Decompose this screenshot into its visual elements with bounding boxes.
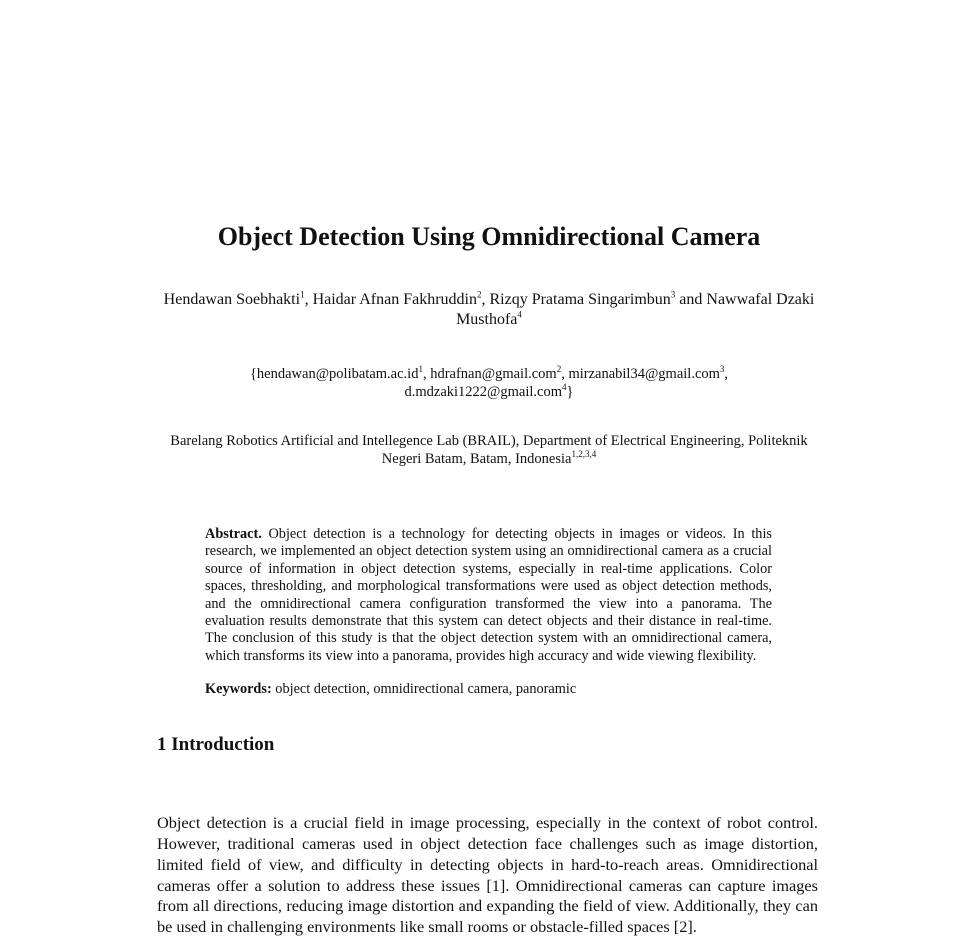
email-address: hendawan@polibatam.ac.id xyxy=(256,366,419,382)
email-affiliation-mark: 2 xyxy=(556,364,562,375)
abstract-label: Abstract. xyxy=(205,526,262,542)
abstract xyxy=(205,526,772,665)
author-separator: , xyxy=(481,291,490,308)
keywords-text: object detection, omnidirectional camera, panoramic xyxy=(275,681,577,697)
email-separator: , xyxy=(561,366,569,382)
email-address: mirzanabil34@gmail.com xyxy=(568,366,720,382)
abstract-text: Object detection is a technology for detecting objects in images or videos. In this research, we implemented an object detection system using an omnidirectional camera as a crucial source of information in object detection systems, especially in real-time applications. Color spaces, thresholding, and morphological transformations were used as object detection methods, and the omnidirectional camera configuration transformed the view into a panorama. The evaluation results demonstrate that this system can detect objects and their distance in real-time. The conclusion of this study is that the object detection system with an omnidirectional camera, which transforms its view into a panorama, provides high accuracy and wide viewing flexibility. xyxy=(205,526,772,664)
author-separator: , xyxy=(304,291,313,308)
keywords xyxy=(205,681,772,698)
author-name: Nawwafal Dzaki Musthofa xyxy=(456,291,815,328)
affiliation-text: Barelang Robotics Artificial and Intellegence Lab (BRAIL), Department of Electrical Engineering, Politeknik Negeri Batam, Batam, Indonesia xyxy=(170,433,808,467)
email-address: hdrafnan@gmail.com xyxy=(430,366,557,382)
author-list xyxy=(150,290,828,330)
email-address: d.mdzaki1222@gmail.com xyxy=(404,384,563,400)
author-name: Hendawan Soebhakti xyxy=(163,291,301,308)
section-heading: 1 Introduction xyxy=(157,734,275,755)
author-affiliation-mark: 2 xyxy=(476,289,482,300)
affiliation-mark: 1,2,3,4 xyxy=(571,448,597,459)
email-separator: , xyxy=(724,366,729,382)
email-affiliation-mark: 3 xyxy=(719,364,725,375)
paper-title: Object Detection Using Omnidirectional Camera xyxy=(217,222,761,251)
author-name: Haidar Afnan Fakhruddin xyxy=(312,291,477,308)
section-paragraph: Object detection is a crucial field in image processing, especially in the context of robot control. However, traditional cameras used in object detection face challenges such as image distortion, limited field of view, and difficulty in detecting objects in hard-to-reach areas. Omnidirectional cameras offer a solution to address these issues [1]. Omnidirectional cameras can capture images from all directions, reducing image distortion and expanding the field of view. Additionally, they can be used in challenging environments like small rooms or obstacle-filled spaces [2]. xyxy=(157,813,818,937)
email-brace-close: } xyxy=(566,384,574,400)
email-separator: , xyxy=(422,366,431,382)
keywords-label: Keywords: xyxy=(205,681,272,697)
email-list xyxy=(150,365,828,401)
author-affiliation-mark: 3 xyxy=(670,289,676,300)
author-affiliation-mark: 1 xyxy=(300,289,305,300)
author-name: Rizqy Pratama Singarimbun xyxy=(489,291,671,308)
author-affiliation-mark: 4 xyxy=(517,309,522,320)
email-affiliation-mark: 4 xyxy=(562,382,567,393)
email-brace-open: { xyxy=(249,366,257,382)
affiliation xyxy=(150,433,828,468)
author-separator: and xyxy=(675,291,707,308)
email-affiliation-mark: 1 xyxy=(418,364,423,375)
